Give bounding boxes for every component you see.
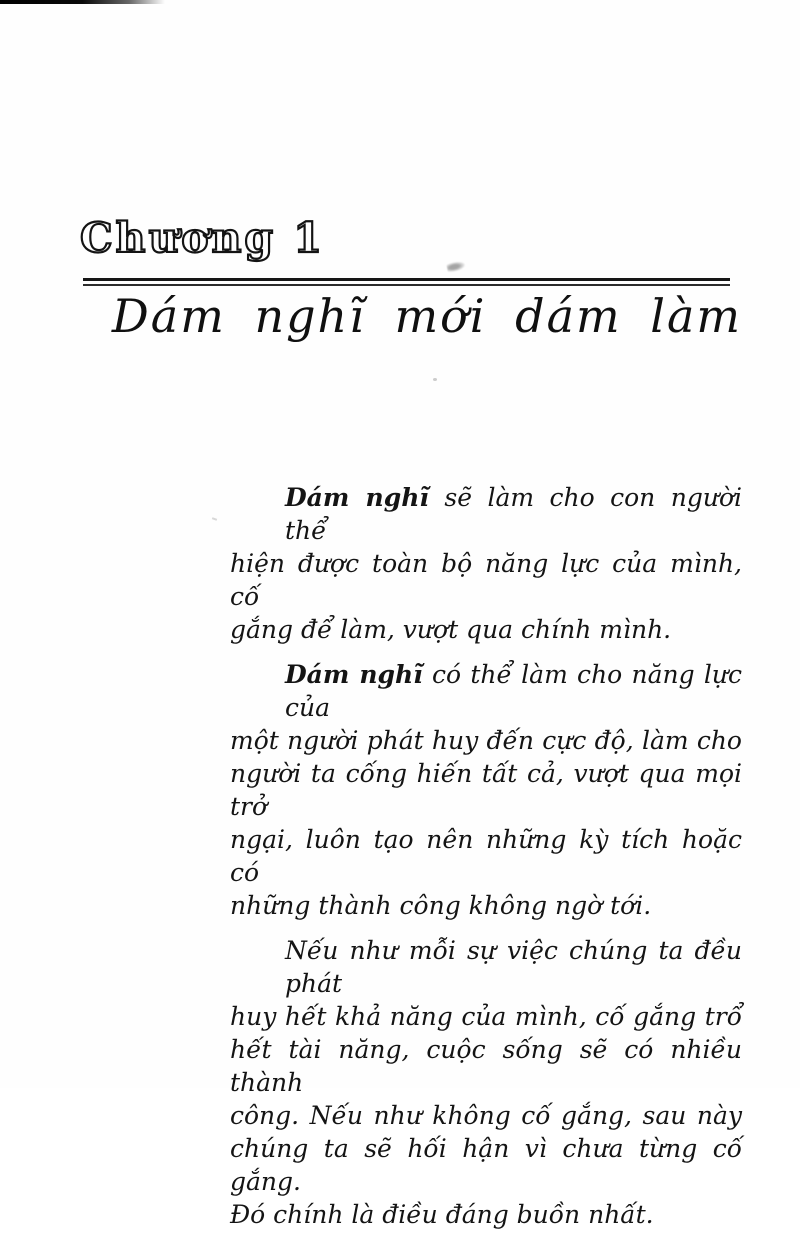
text-line: huy hết khả năng của mình, cố gắng trổ bbox=[230, 1002, 742, 1031]
text-line: Đó chính là điều đáng buồn nhất. bbox=[230, 1200, 654, 1229]
chapter-title: Dám nghĩ mới dám làm bbox=[111, 289, 742, 343]
text-line: những thành công không ngờ tới. bbox=[230, 891, 652, 920]
text-line bbox=[230, 658, 742, 724]
scan-smudge bbox=[446, 260, 465, 273]
text-line: ngại, luôn tạo nên những kỳ tích hoặc có bbox=[230, 825, 742, 887]
chapter-heading: Chương 1 bbox=[80, 214, 325, 262]
paragraph bbox=[230, 481, 742, 646]
text-line: hiện được toàn bộ năng lực của mình, cố bbox=[230, 549, 742, 611]
paragraph bbox=[230, 934, 742, 1231]
scan-artifact-top-edge bbox=[0, 0, 165, 4]
lead-phrase: Dám nghĩ bbox=[285, 483, 429, 512]
line-text: có thể làm cho năng lực của bbox=[285, 660, 742, 722]
text-line: công. Nếu như không cố gắng, sau này bbox=[230, 1101, 742, 1130]
text-line: một người phát huy đến cực độ, làm cho bbox=[230, 726, 742, 755]
body-text-column bbox=[230, 481, 742, 1243]
text-line: gắng để làm, vượt qua chính mình. bbox=[230, 615, 672, 644]
text-line: chúng ta sẽ hối hận vì chưa từng cố gắng. bbox=[230, 1134, 742, 1196]
scan-speck bbox=[433, 378, 437, 381]
line-text: Nếu như mỗi sự việc chúng ta đều phát bbox=[285, 936, 742, 998]
chapter-rule bbox=[83, 278, 730, 286]
text-line: hết tài năng, cuộc sống sẽ có nhiều thành bbox=[230, 1035, 742, 1097]
paragraph bbox=[230, 658, 742, 922]
text-line bbox=[230, 481, 742, 547]
scan-speck bbox=[212, 517, 217, 521]
text-line: người ta cống hiến tất cả, vượt qua mọi trở bbox=[230, 759, 742, 821]
text-line bbox=[230, 934, 742, 1000]
lead-phrase: Dám nghĩ bbox=[285, 660, 423, 689]
line-text: sẽ làm cho con người thể bbox=[285, 483, 742, 545]
